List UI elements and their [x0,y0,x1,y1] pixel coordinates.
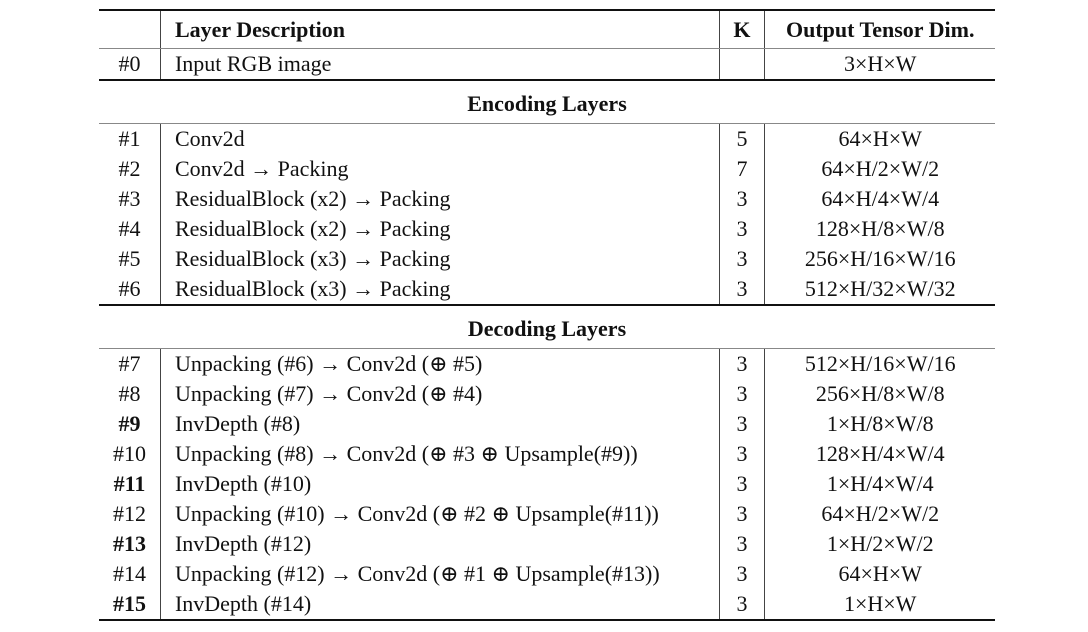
row-id: #15 [99,589,160,620]
row-output: 1×H/8×W/8 [826,411,934,436]
table-row [99,439,995,469]
row-k: 3 [719,379,765,409]
row-k: 3 [719,274,765,305]
row-k: 5 [719,124,765,155]
row-k: 3 [719,349,765,380]
row-id: #13 [99,529,160,559]
row-k: 3 [719,559,765,589]
row-k: 3 [719,214,765,244]
table-row [99,244,995,274]
header-layer-description: Layer Description [160,10,719,49]
network-architecture-table [99,9,995,621]
table-header-row [99,10,995,49]
row-description: Conv2d [174,126,245,151]
section-title: Decoding Layers [99,305,995,349]
row-description: InvDepth (#12) [174,531,312,556]
row-output: 64×H×W [838,561,922,586]
row-id: #12 [99,499,160,529]
section-header-encoding-layers [99,80,995,124]
table-row [99,349,995,380]
row-output: 64×H/2×W/2 [821,156,940,181]
row-k: 3 [719,529,765,559]
row-description: ResidualBlock (x3) → Packing [174,246,451,271]
row-id: #8 [99,379,160,409]
row-id: #7 [99,349,160,380]
table-row-input [99,49,995,81]
row-description: InvDepth (#8) [174,411,301,436]
row-output: 256×H/16×W/16 [804,246,956,271]
row-description: ResidualBlock (x3) → Packing [174,276,451,301]
row-output: 3×H×W [843,51,917,76]
row-id: #14 [99,559,160,589]
row-k: 3 [719,499,765,529]
row-description: Unpacking (#12) → Conv2d (⊕ #1 ⊕ Upsample(#13)) [174,561,660,586]
row-id: #0 [99,49,160,81]
row-output: 512×H/32×W/32 [804,276,956,301]
row-k: 3 [719,244,765,274]
row-id: #4 [99,214,160,244]
section-title: Encoding Layers [99,80,995,124]
table-row [99,409,995,439]
row-output: 512×H/16×W/16 [804,351,956,376]
table-row [99,214,995,244]
header-k: K [719,10,765,49]
row-description: Conv2d → Packing [174,156,349,181]
layer-table-container [99,9,995,621]
row-k: 3 [719,439,765,469]
row-description: Unpacking (#8) → Conv2d (⊕ #3 ⊕ Upsample(#9)) [174,441,638,466]
row-description: ResidualBlock (x2) → Packing [174,186,451,211]
row-output: 64×H/2×W/2 [821,501,940,526]
row-k: 3 [719,589,765,620]
row-k: 7 [719,154,765,184]
row-output: 64×H/4×W/4 [821,186,940,211]
row-id: #3 [99,184,160,214]
row-k: 3 [719,409,765,439]
table-row [99,529,995,559]
header-id [99,10,160,49]
row-id: #6 [99,274,160,305]
row-k [719,49,765,81]
row-id: #2 [99,154,160,184]
row-description: ResidualBlock (x2) → Packing [174,216,451,241]
row-description: Input RGB image [174,51,332,76]
row-id: #5 [99,244,160,274]
row-description: InvDepth (#14) [160,589,719,620]
row-id: #10 [99,439,160,469]
row-output: 1×H/4×W/4 [826,471,934,496]
section-header-decoding-layers [99,305,995,349]
table-row [99,124,995,155]
table-row [99,499,995,529]
table-row [99,154,995,184]
table-row [99,184,995,214]
row-id: #11 [99,469,160,499]
row-output: 128×H/4×W/4 [815,441,945,466]
table-row [99,559,995,589]
row-description: Unpacking (#6) → Conv2d (⊕ #5) [174,351,483,376]
table-row [99,379,995,409]
row-description: Unpacking (#10) → Conv2d (⊕ #2 ⊕ Upsample(#11)) [174,501,659,526]
row-output: 1×H/2×W/2 [826,531,934,556]
row-description: Unpacking (#7) → Conv2d (⊕ #4) [174,381,483,406]
row-k: 3 [719,469,765,499]
row-output: 64×H×W [838,126,922,151]
table-row [99,589,995,620]
table-row [99,469,995,499]
row-id: #1 [99,124,160,155]
row-output: 256×H/8×W/8 [815,381,945,406]
row-k: 3 [719,184,765,214]
row-output: 1×H×W [765,589,995,620]
header-output-tensor-dim: Output Tensor Dim. [765,10,995,49]
row-description: InvDepth (#10) [174,471,312,496]
row-id: #9 [99,409,160,439]
row-output: 128×H/8×W/8 [815,216,945,241]
table-row [99,274,995,305]
